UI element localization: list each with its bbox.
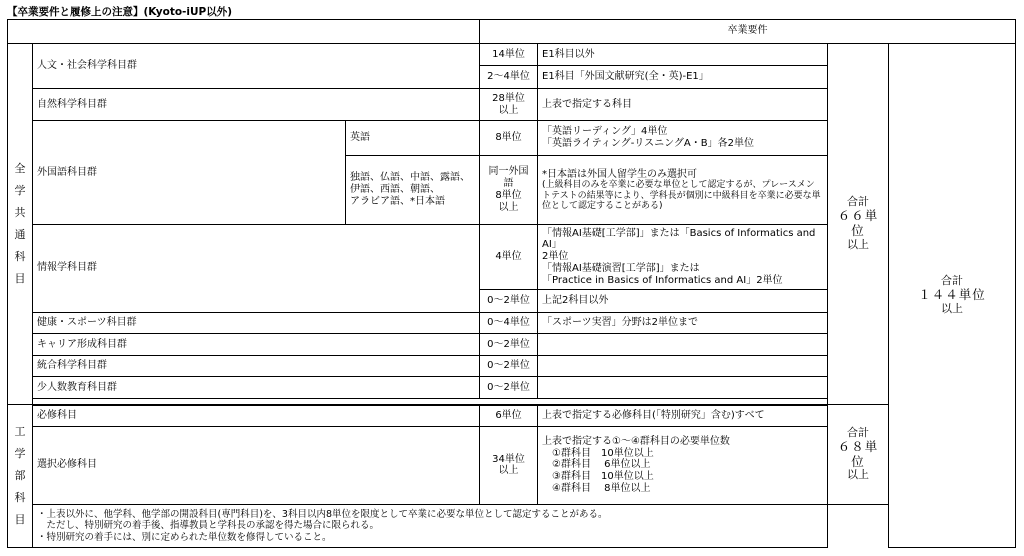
foreign-language-name: 外国語科目群: [33, 121, 346, 225]
required-subjects-units: 6単位: [480, 405, 538, 427]
humanities-note-1: E1科目以外: [538, 43, 828, 66]
graduation-requirements-table: [7, 19, 1016, 548]
header-blank: [8, 20, 480, 44]
other-languages-units: 同一外国語 8単位 以上: [480, 156, 538, 225]
small-group-name: 少人数教育科目群: [33, 377, 480, 399]
required-subjects-note: 上表で指定する必修科目(「特別研究」含む)すべて: [538, 405, 828, 427]
general-education-label: 全 学 共 通 科 目: [8, 43, 33, 405]
english-note: 「英語リーディング」4単位 「英語ライティング-リスニングA・B」各2単位: [538, 121, 828, 156]
elective-required-note: 上表で指定する①～④群科目の必要単位数 ①群科目 10単位以上 ②群科目 6単位以上 ③群科目 10単位以上 ④群科目 8単位以上: [538, 427, 828, 505]
natural-science-name: 自然科学科目群: [33, 89, 480, 121]
career-units: 0～2単位: [480, 334, 538, 356]
small-group-note: [538, 377, 828, 399]
elective-required-name: 選択必修科目: [33, 427, 480, 505]
integrated-science-name: 統合科学科目群: [33, 355, 480, 377]
grand-total: 合計 １４４単位 以上: [889, 43, 1016, 547]
informatics-note-2: 上記2科目以外: [538, 289, 828, 312]
natural-science-note: 上表で指定する科目: [538, 89, 828, 121]
faculty-notes: ・上表以外に、他学科、他学部の開設科目(専門科目)を、3科目以内8単位を限度として卒業に必要な単位として認定することがある。 ただし、特別研究の着手後、指導教員と学科長の承認を得た場合に限られる。 ・特別研究の着手には、別に定められた単位数を修得していること。: [33, 504, 828, 547]
integrated-science-units: 0～2単位: [480, 355, 538, 377]
header-row: [8, 20, 1016, 44]
faculty-total: 合計 ６８単位 以上: [828, 405, 889, 504]
small-group-units: 0～2単位: [480, 377, 538, 399]
elective-required-units: 34単位 以上: [480, 427, 538, 505]
natural-science-units: 28単位 以上: [480, 89, 538, 121]
health-sports-name: 健康・スポーツ科目群: [33, 312, 480, 334]
informatics-units-1: 4単位: [480, 225, 538, 290]
table-row: [8, 405, 1016, 427]
informatics-units-2: 0～2単位: [480, 289, 538, 312]
required-subjects-name: 必修科目: [33, 405, 480, 427]
humanities-name: 人文・社会科学科目群: [33, 43, 480, 88]
health-sports-note: 「スポーツ実習」分野は2単位まで: [538, 312, 828, 334]
informatics-name: 情報学科目群: [33, 225, 480, 312]
header-requirements: 卒業要件: [480, 20, 1016, 44]
table-row: [8, 504, 1016, 547]
career-name: キャリア形成科目群: [33, 334, 480, 356]
table-row: [8, 43, 1016, 66]
integrated-science-note: [538, 355, 828, 377]
humanities-units-2: 2～4単位: [480, 66, 538, 89]
other-languages-label: 独語、仏語、中語、露語、 伊語、西語、朝語、 アラビア語、*日本語: [346, 156, 480, 225]
english-label: 英語: [346, 121, 480, 156]
other-languages-note: *日本語は外国人留学生のみ選択可 (上級科目のみを卒業に必要な単位として認定するが、プレースメントテストの結果等により、学科長が個別に中級科目を卒業に必要な単位として認定することがある): [538, 156, 828, 225]
humanities-units-1: 14単位: [480, 43, 538, 66]
faculty-subjects-label: 工 学 部 科 目: [8, 405, 33, 548]
general-total: 合計 ６６単位 以上: [828, 43, 889, 405]
english-units: 8単位: [480, 121, 538, 156]
career-note: [538, 334, 828, 356]
informatics-note-1: 「情報AI基礎[工学部]」または「Basics of Informatics and AI」 2単位 「情報AI基礎演習[工学部]」または 「Practice in Basics of Informatics and AI」2単位: [538, 225, 828, 290]
page-title: 【卒業要件と履修上の注意】(Kyoto-iUP以外): [7, 6, 233, 18]
humanities-note-2: E1科目「外国文献研究(全・英)-E1」: [538, 66, 828, 89]
health-sports-units: 0～4単位: [480, 312, 538, 334]
